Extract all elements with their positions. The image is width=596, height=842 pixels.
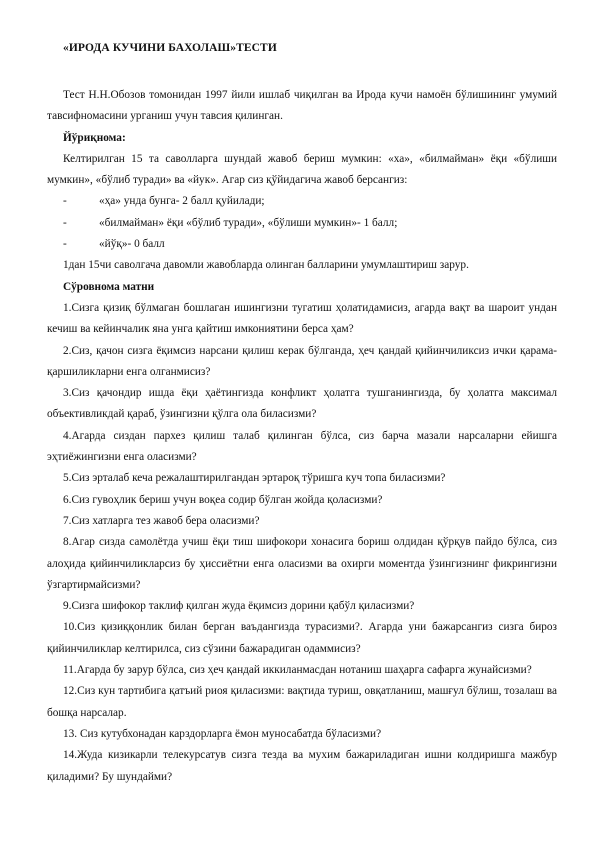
questions-heading: Сўровнома матни — [63, 280, 155, 293]
question-item: 8.Агар сизда самолётда учиш ёқи тиш шифокори хонасига бориш олдидан қўрқув пайдо бўлса, сиз алоҳида қийинчиликларсиз бу ҳиссиётни енга оласизми ва охирги моментда ўзингизнинг фикрингизни ўзгартирмайсизми? — [47, 536, 557, 591]
question-item: 3.Сиз қачондир ишда ёқи ҳаётингизда конфликт ҳолатга тушганингизда, бу ҳолатга максимал объективликдай қараб, ўзингизни қўлга ола биласизми? — [47, 387, 557, 421]
document-body — [47, 85, 557, 788]
document-title: «ИРОДА КУЧИНИ БАХОЛАШ»ТЕСТИ — [63, 42, 277, 54]
question-item: 7.Сиз хатларга тез жавоб бера оласизми? — [63, 514, 260, 527]
question-item: 2.Сиз, қачон сизга ёқимсиз нарсани қилиш керак бўлганда, ҳеч қандай қийинчиликсиз ички қарама-қаршиликларни енга олганмисиз? — [47, 344, 557, 378]
question-item: 1.Сизга қизиқ бўлмаган бошлаган ишингизни тугатиш ҳолатидамисиз, агарда вақт ва шароит ундан кечиш ва кейинчалик яна унга қайтиш имкониятини берса ҳам? — [47, 301, 557, 336]
intro-paragraph: Тест Н.Н.Обозов томонидан 1997 йили ишлаб чиқилган ва Ирода кучи намоён бўлишининг умумий тавсифномасини урганиш учун тавсия қилинган. — [47, 89, 557, 123]
instruction-text: Келтирилган 15 та саволларга шундай жавоб бериш мумкин: «ха», «билмайман» ёқи «бўлиши мумкин», «бўлиб туради» ва «йук». Агар сиз қўйидагича жавоб берсангиз: — [47, 152, 557, 187]
scoring-text: «ҳа» унда бунга- 2 балл қуйилади; — [99, 195, 265, 208]
question-item: 11.Агарда бу зарур бўлса, сиз ҳеч қандай иккиланмасдан нотаниш шаҳарга сафарга жунайсизми? — [63, 664, 532, 677]
scoring-item — [47, 234, 557, 255]
question-item: 9.Сизга шифокор таклиф қилган жуда ёқимсиз дорини қабўл қиласизми? — [63, 600, 415, 613]
question-item: 10.Сиз қизиққонлик билан берган ваъдангизда турасизми?. Агарда уни бажарсангиз сизга бироз қийинчиликлар келтирилса, сиз сўзини бажарадиган одаммисиз? — [47, 621, 557, 655]
question-item: 5.Сиз эрталаб кеча режалаштирилгандан эртароқ тўришга куч топа биласизми? — [63, 472, 446, 485]
summary-paragraph: 1дан 15чи саволгача давомли жавобларда олинган балларини умумлаштириш зарур. — [63, 259, 469, 272]
scoring-dash: - — [63, 216, 67, 229]
scoring-text: «йўқ»- 0 балл — [99, 238, 165, 251]
question-item: 6.Сиз гувоҳлик бериш учун воқеа содир бўлган жойда қоласизми? — [63, 493, 383, 506]
question-item: 14.Жуда кизикарли телекурсатув сизга тезда ва мухим бажариладиган ишни колдиришга мажбур қиладими? Бу шундайми? — [47, 749, 557, 783]
instruction-heading: Йўриқнома: — [63, 131, 126, 144]
question-item: 12.Сиз кун тартибига қатъий риоя қиласизми: вақтида туриш, овқатланиш, машғул бўлиш, тозалаш ва бошқа нарсалар. — [47, 685, 557, 719]
scoring-item — [47, 213, 557, 234]
scoring-dash: - — [63, 195, 67, 208]
scoring-item — [47, 191, 557, 212]
question-item: 4.Агарда сиздан пархез қилиш талаб қилинган бўлса, сиз барча мазали нарсаларни ейишга эҳтиёжингизни енга оласизми? — [47, 429, 557, 464]
question-item: 13. Сиз кутубхонадан карздорларга ёмон муносабатда бўласизми? — [63, 727, 382, 740]
scoring-dash: - — [63, 238, 67, 251]
scoring-text: «билмайман» ёқи «бўлиб туради», «бўлиши мумкин»- 1 балл; — [99, 216, 398, 229]
